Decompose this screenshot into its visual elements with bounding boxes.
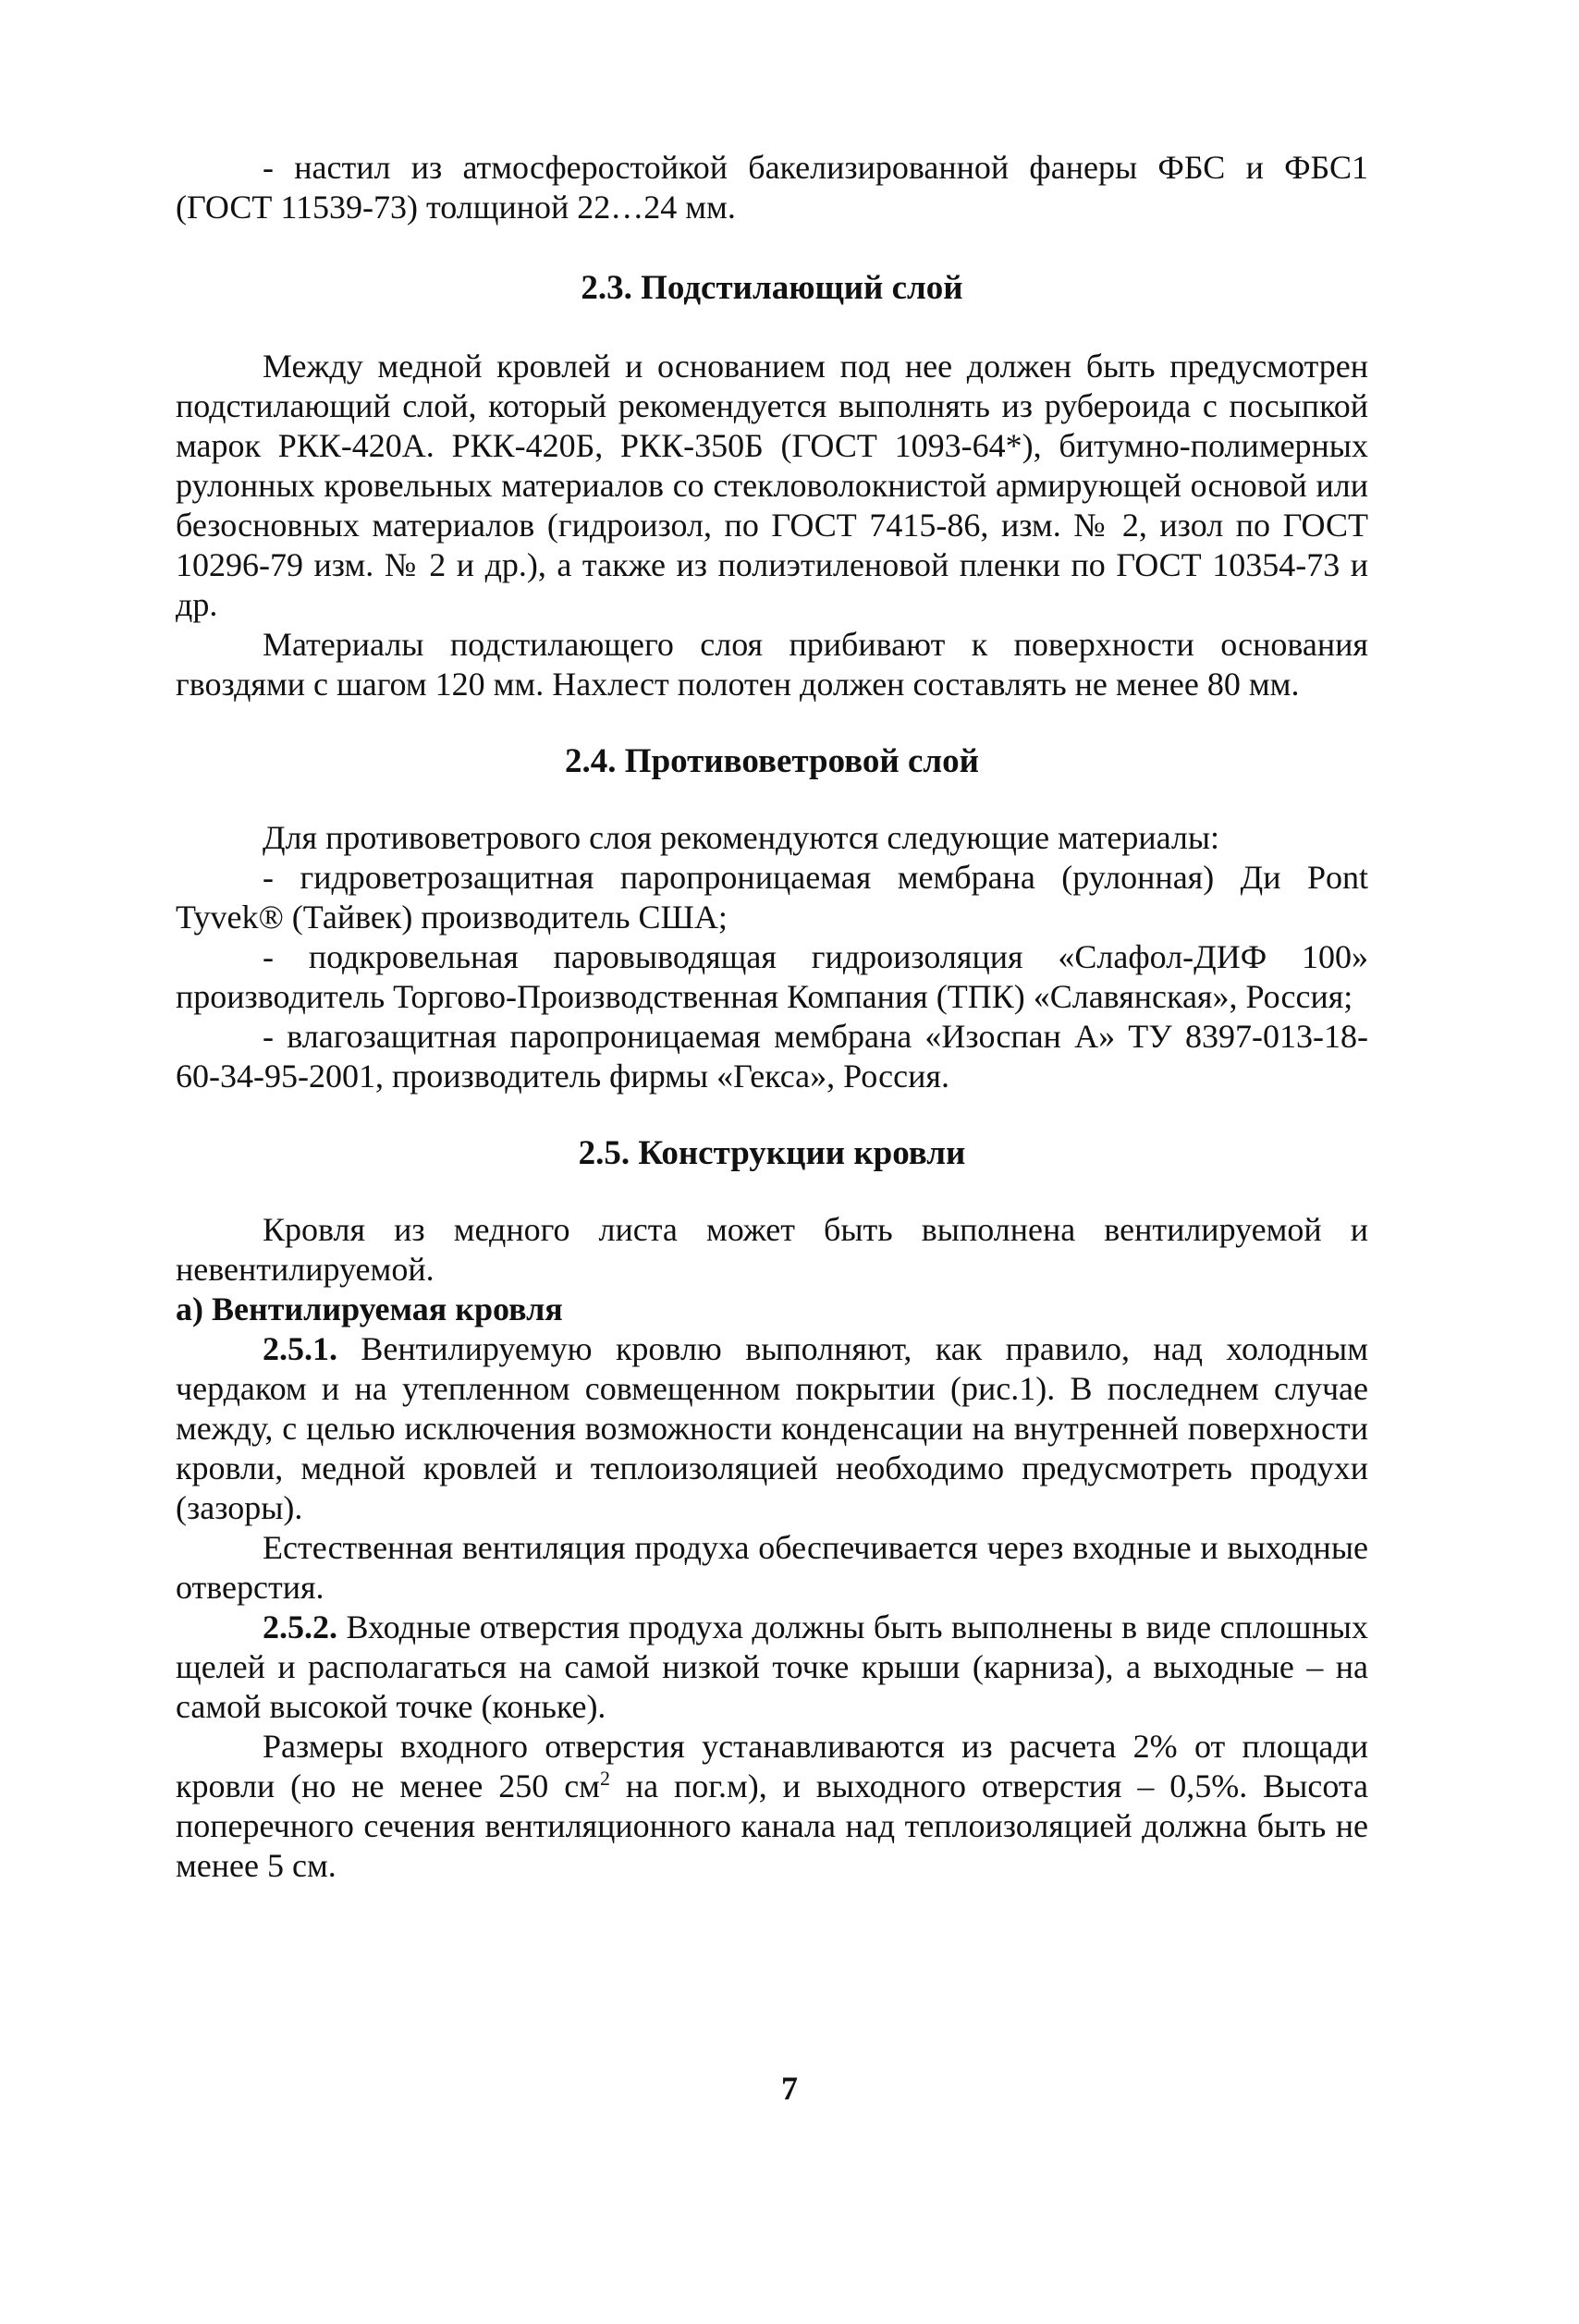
clause-2-5-1 — [176, 1329, 1368, 1528]
intro-paragraph: - настил из атмосферостойкой бакелизированной фанеры ФБС и ФБС1 (ГОСТ 11539-73) толщиной 22…24 мм. — [176, 149, 1368, 226]
section-2-5-paragraph-1: Кровля из медного листа может быть выполнена вентилируемой и невентилируемой. — [176, 1211, 1368, 1288]
list-item: - влагозащитная паропроницаемая мембрана «Изоспан А» ТУ 8397-013-18-60-34-95-2001, производитель фирмы «Гекса», Россия. — [176, 1018, 1368, 1095]
opening-size-text-b: на пог.м), и выходного отверстия – 0,5%. Высота поперечного сечения вентиляционного канала над теплоизоляцией должна быть не менее 5 см. — [176, 1767, 1369, 1884]
section-2-5-heading: 2.5. Конструкции кровли — [578, 1134, 966, 1172]
opening-size-paragraph — [176, 1727, 1368, 1886]
section-2-3-heading: 2.3. Подстилающий слой — [581, 269, 963, 307]
clause-2-5-2-text: Входные отверстия продуха должны быть выполнены в виде сплошных щелей и располагаться на самой низкой точке крыши (карниза), а выходные – на самой высокой точке (коньке). — [176, 1608, 1368, 1725]
document-page — [176, 148, 1368, 1886]
clause-2-5-2 — [176, 1608, 1368, 1727]
clause-2-5-1-number: 2.5.1. — [263, 1330, 337, 1367]
section-2-5-subtitle: а) Вентилируемая кровля — [176, 1290, 563, 1327]
list-item: - гидроветрозащитная паропроницаемая мембрана (рулонная) Ди Pont Tyvek® (Тайвек) производитель США; — [176, 859, 1368, 936]
section-2-3-paragraph-1: Между медной кровлей и основанием под нее должен быть предусмотрен подстилающий слой, который рекомендуется выполнять из рубероида с посыпкой марок РКК-420А. РКК-420Б, РКК-350Б (ГОСТ 1093-64*), битумно-полимерных рулонных кровельных материалов со стекловолокнистой армирующей основой или безосновных материалов (гидроизол, по ГОСТ 7415-86, изм. № 2, изол по ГОСТ 10296-79 изм. № 2 и др.), а также из полиэтиленовой пленки по ГОСТ 10354-73 и др. — [176, 348, 1368, 623]
opening-size-text-a: Размеры входного отверстия устанавливаются из расчета 2% от площади кровли (но не менее 250 см — [176, 1728, 1368, 1804]
list-item: - подкровельная паровыводящая гидроизоляция «Слафол-ДИФ 100» производитель Торгово-Производственная Компания (ТПК) «Славянская», Россия; — [176, 938, 1368, 1015]
clause-2-5-1-text: Вентилируемую кровлю выполняют, как правило, над холодным чердаком и на утепленном совмещенном покрытии (рис.1). В последнем случае между, с целью исключения возможности конденсации на внутренней поверхности кровли, медной кровлей и теплоизоляцией необходимо предусмотреть продухи (зазоры). — [176, 1330, 1368, 1526]
section-2-4-lead: Для противоветрового слоя рекомендуются следующие материалы: — [263, 819, 1220, 856]
superscript-2: 2 — [599, 1767, 610, 1790]
section-2-4-heading: 2.4. Противоветровой слой — [565, 742, 979, 780]
ventilation-paragraph: Естественная вентиляция продуха обеспечивается через входные и выходные отверстия. — [176, 1529, 1368, 1606]
section-2-3-paragraph-2: Материалы подстилающего слоя прибивают к поверхности основания гвоздями с шагом 120 мм. Нахлест полотен должен составлять не менее 80 мм. — [176, 626, 1368, 703]
clause-2-5-2-number: 2.5.2. — [263, 1608, 337, 1645]
page-number: 7 — [781, 2070, 798, 2107]
